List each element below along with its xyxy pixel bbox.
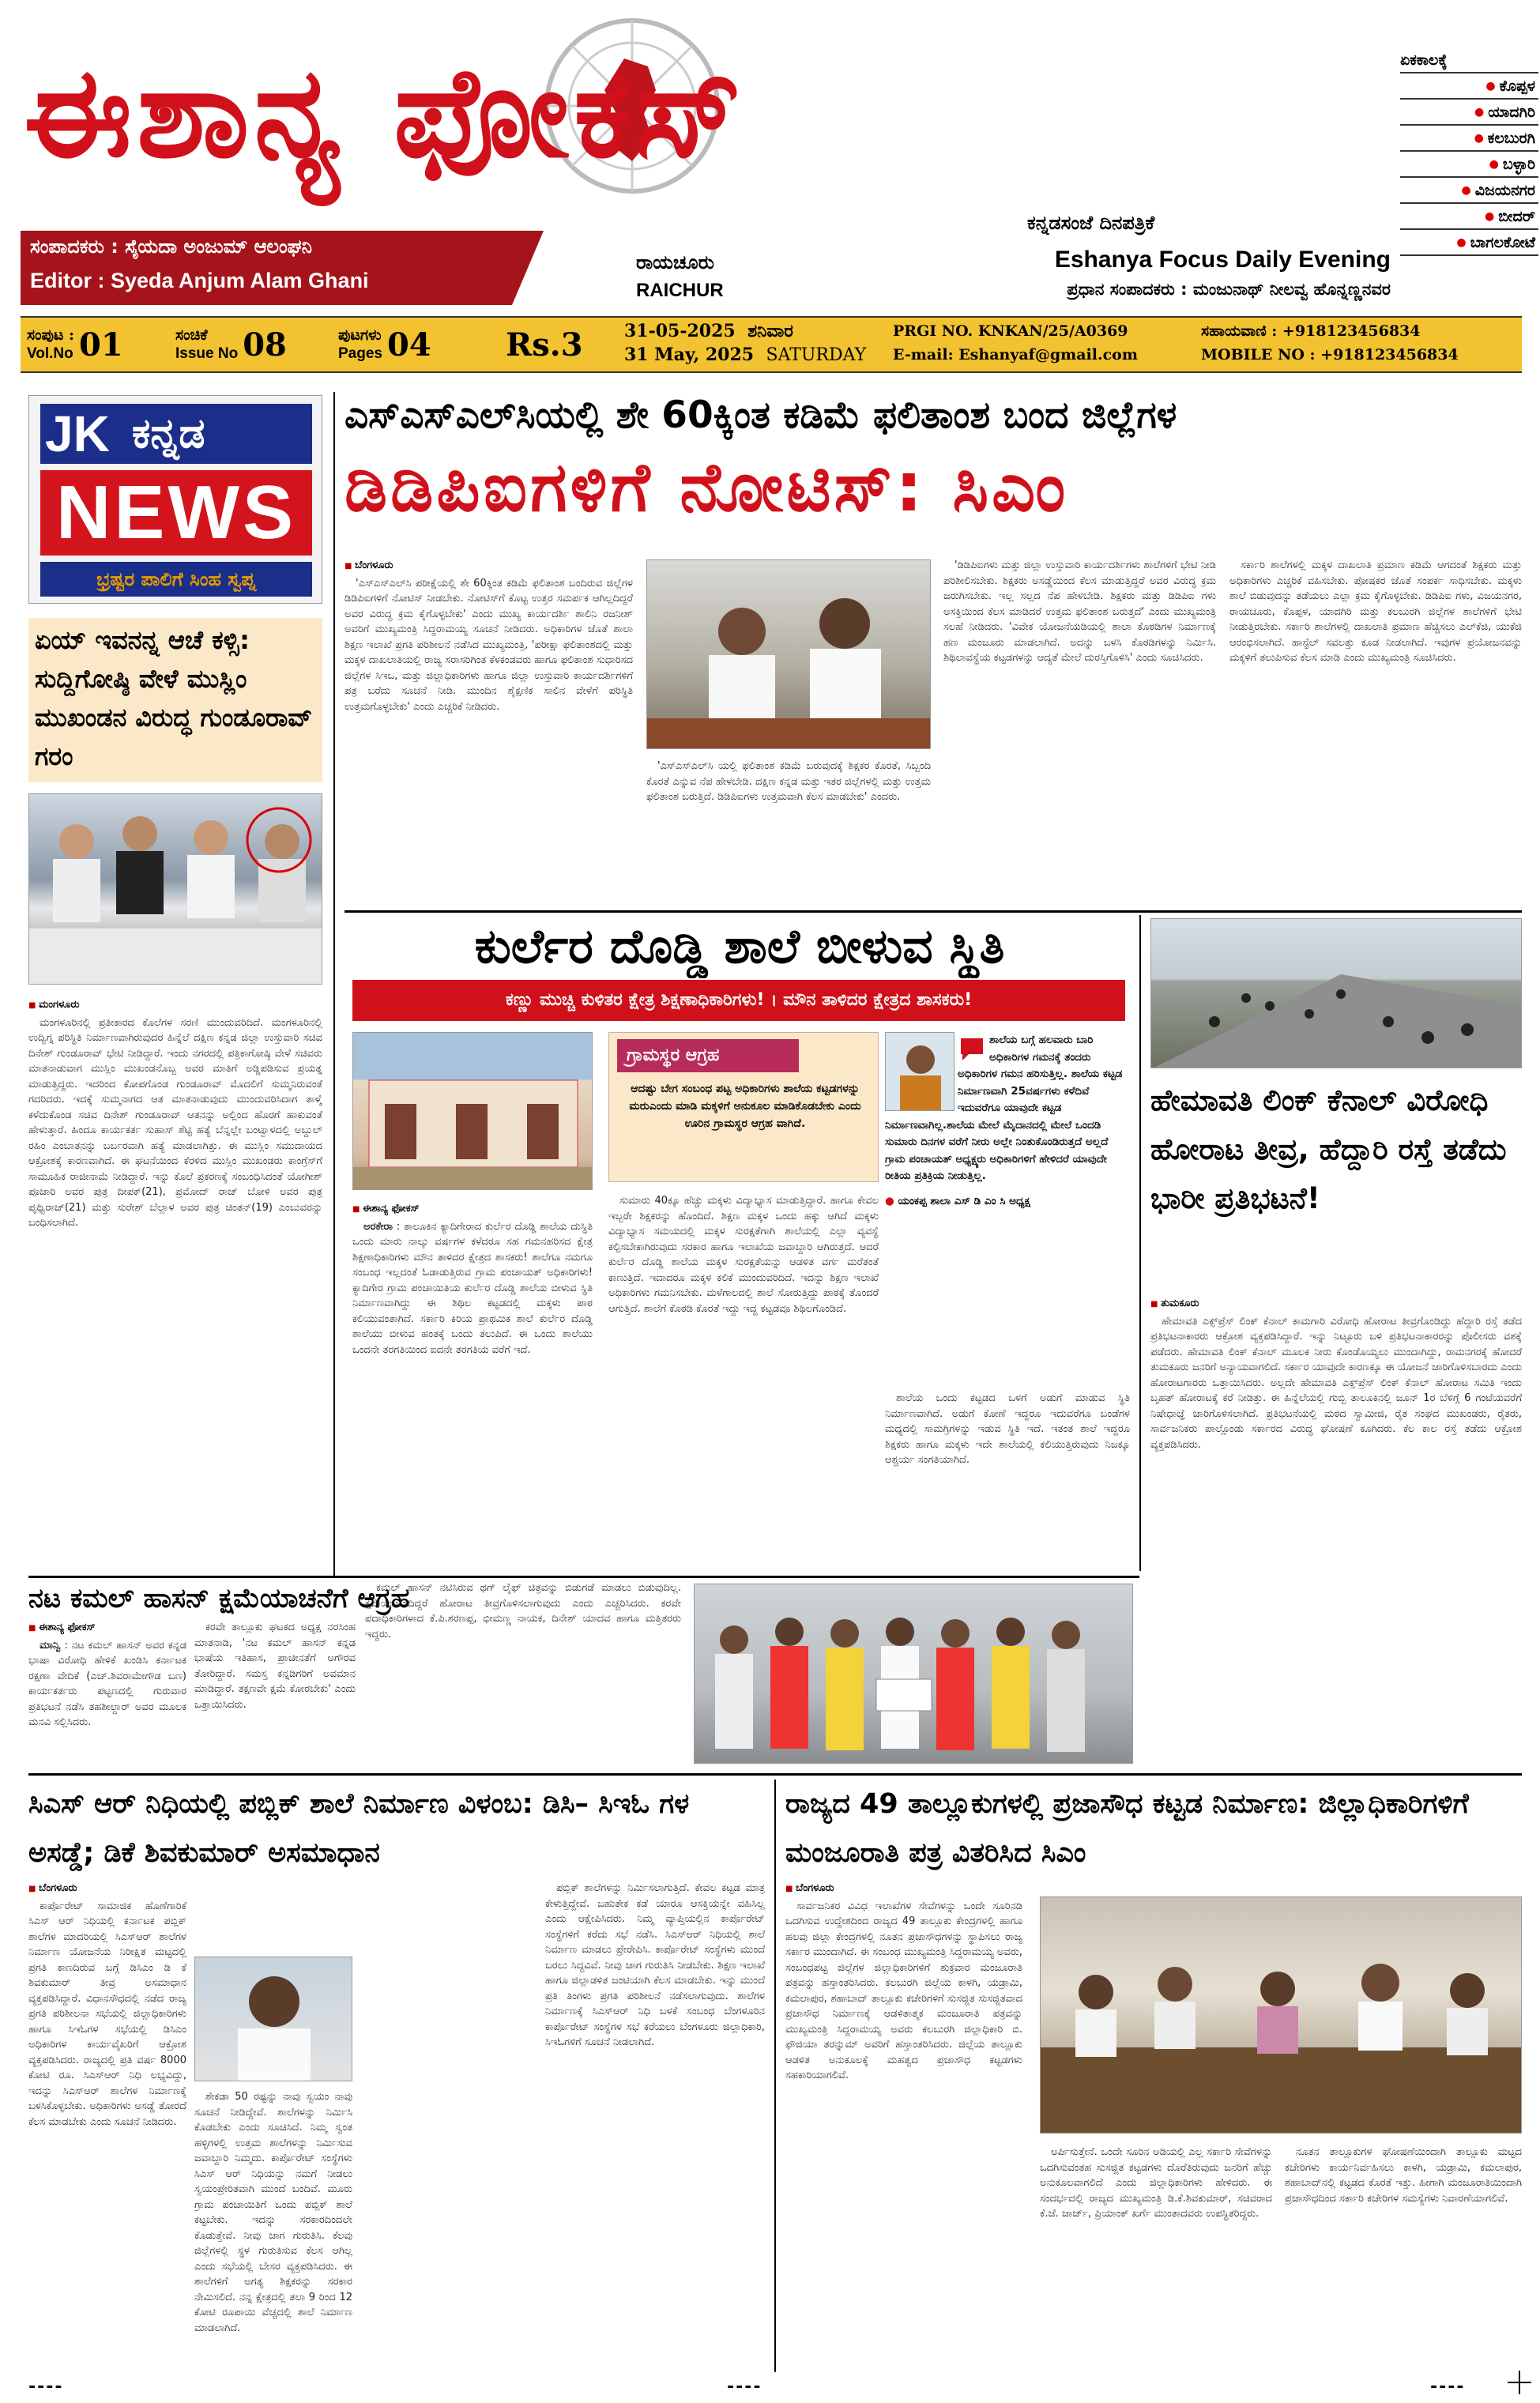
column-divider <box>774 1780 776 2372</box>
praja-photo <box>1040 1896 1522 2134</box>
column-divider <box>333 392 335 1577</box>
lead-headline: ಡಿಡಿಪಿಐಗಳಿಗೆ ನೋಟಿಸ್: ಸಿಎಂ <box>345 448 1069 527</box>
jk-news-ad <box>28 395 322 604</box>
section-divider <box>28 1773 1522 1776</box>
left-story-headline: ಏಯ್ ಇವನನ್ನ ಆಚೆ ಕಳ್ಸಿ: ಸುದ್ದಿಗೋಷ್ಠಿ ವೇಳೆ ಮುಸ್ಲಿಂ ಮುಖಂಡನ ವಿರುದ್ಧ ಗುಂಡೂರಾವ್ ಗರಂ <box>35 625 313 771</box>
dateline: ■ ತುಮಕೂರು <box>1150 1296 1522 1313</box>
praja-col-1: ■ ಬೆಂಗಳೂರು ಸಾರ್ವಜನಿಕರ ವಿವಿಧ ಇಲಾಖೆಗಳ ಸೇವೆಗಳನ್ನು ಒಂದೇ ಸೂರಿನಡಿ ಒದಗಿಸುವ ಉದ್ದೇಶದಿಂದ ರಾಜ್ಯದ 49 ತಾಲ್ಲೂಕು ಕೇಂದ್ರಗಳಲ್ಲಿ ಹಾಗೂ ಹಲವು ಜಿಲ್ಲಾ ಕೇಂದ್ರಗಳಲ್ಲಿ ನೂತನ ಪ್ರಜಾಸೌಧಗಳನ್ನು ಸ್ಥಾಪಿಸಲು ರಾಜ್ಯ ಸರ್ಕಾರ ಮುಂದಾಗಿದೆ. ಈ ಸಂಬಂಧ ಮುಖ್ಯಮಂತ್ರಿ ಸಿದ್ದರಾಮಯ್ಯ ಅವರು, ಸಂಬಂಧಪಟ್ಟ ಜಿಲ್ಲೆಗಳ ಜಿಲ್ಲಾಧಿಕಾರಿಗಳಿಗೆ ಶುಕ್ರವಾರ ಮಂಜೂರಾತಿ ಪತ್ರವನ್ನು ಹಸ್ತಾಂತರಿಸಿದರು. ಕಲಬುರಗಿ ಜಿಲ್ಲೆಯ ಕಾಳಗಿ, ಯಡ್ರಾಮಿ, ಕಮಲಾಪುರ, ಶಹಾಬಾದ್ ತಾಲ್ಲೂಕು ಕಚೇರಿಗಳಿಗೆ ಸುಸಜ್ಜಿತ ಸುಸಜ್ಜಿತವಾದ ಪ್ರಜಾಸೌಧ ನಿರ್ಮಾಣಕ್ಕೆ ಆಡಳಿತಾತ್ಮಕ ಮಂಜೂರಾತಿ ಪತ್ರವನ್ನು ಮುಖ್ಯಮಂತ್ರಿ ಸಿದ್ದರಾಮಯ್ಯ ಅವರು ಕಲಬುರಗಿ ಜಿಲ್ಲಾಧಿಕಾರಿ ಬಿ. ಫೌಜಿಯಾ ತರನ್ನುಮ್ ಅವರಿಗೆ ಹಸ್ತಾಂತರಿಸಿದರು. ಜಿಲ್ಲೆಯ ತಾಲ್ಲೂಕು ಆಡಳಿತ ಅನುಕೂಲಕ್ಕೆ ಮಹತ್ವದ ಪ್ರಜಾಸೌಧ ಕಟ್ಟಡಗಳು ಸಹಕಾರಿಯಾಗಲಿವೆ. <box>785 1881 1022 2371</box>
hemavathi-body: ■ ತುಮಕೂರು ಹೇಮಾವತಿ ಎಕ್ಸ್‌ಪ್ರೆಸ್ ಲಿಂಕ್ ಕೆನಾಲ್ ಕಾಮಗಾರಿ ವಿರೋಧಿ ಹೋರಾಟ ತೀವ್ರಗೊಂಡಿದ್ದು ಹೆದ್ದಾರಿ ರಸ್ತೆ ತಡೆದ ಪ್ರತಿಭಟನಾಕಾರರು ಆಕ್ರೋಶ ವ್ಯಕ್ತಪಡಿಸಿದ್ದಾರೆ. ಇನ್ನು ನಿಟ್ಟೂರು ಬಳಿ ಪ್ರತಿಭಟನಾಕಾರರನ್ನು ಪೊಲೀಸರು ವಶಕ್ಕೆ ಪಡೆದರು. ಹೇಮಾವತಿ ಲಿಂಕ್ ಕೆನಾಲ್ ಮೂಲಕ ನೀರು ಕೊಂಡೊಯ್ಯಲು ಮುಂದಾಗಿದ್ದು, ರಾಮನಗರಕ್ಕೆ ಹೋದರೆ ತುಮಕೂರು ಜನರಿಗೆ ಅನ್ಯಾಯವಾಗಲಿದೆ. ಸರ್ಕಾರ ಯಾವುದೇ ಕಾರಣಕ್ಕೂ ಈ ಯೋಜನೆ ಜಾರಿಗೊಳಿಸಬಾರದು ಎಂದು ಹೋರಾಟಗಾರರು ಒತ್ತಾಯಿಸಿದರು. ಅಲ್ಲದೇ ಹೇಮಾವತಿ ಎಕ್ಸ್‌ಪ್ರೆಸ್ ಲಿಂಕ್ ಕೆನಾಲ್ ಹೋರಾಟ ಸಮಿತಿ ಇಂದು ಬೃಹತ್ ಹೋರಾಟಕ್ಕೆ ಕರೆ ನೀಡಿತ್ತು. ಈ ಹಿನ್ನೆಲೆಯಲ್ಲಿ ಗುಬ್ಬಿ ತಾಲೂಕಿನಲ್ಲಿ ಜೂನ್ 1ರ ಬೆಳಿಗ್ಗೆ 6 ಗಂಟೆಯವರೆಗೆ ನಿಷೇಧಾಜ್ಞೆ ಜಾರಿಗೊಳಿಸಲಾಗಿದೆ. ಪ್ರತಿಭಟನೆಯಲ್ಲಿ ಮಠದ ಸ್ವಾಮೀಜಿ, ರೈತ ಸಂಘದ ಮುಖಂಡರು, ರೈತರು, ಸಾರ್ವಜನಿಕರು ಪಾಲ್ಗೊಂಡು ಸರ್ಕಾರದ ವಿರುದ್ಧ ಘೋಷಣೆ ಕೂಗಿದರು. ಕೆಲ ಕಾಲ ರಸ್ತೆ ತಡೆದು ಆಕ್ರೋಶ ವ್ಯಕ್ತಪಡಿಸಿದರು. <box>1150 1296 1522 1738</box>
kamal-protest-photo <box>694 1584 1133 1764</box>
chief-editor: ಪ್ರಧಾನ ಸಂಪಾದಕರು : ಮಂಜುನಾಥ್ ನೀಲವ್ವ ಹೊನ್ನಣ್ಣನವರ <box>1067 280 1391 299</box>
csr-col-1: ■ ಬೆಂಗಳೂರು ಕಾರ್ಪೊರೇಟ್ ಸಾಮಾಜಿಕ ಹೊಣೆಗಾರಿಕೆ ಸಿಎಸ್ ಆರ್ ನಿಧಿಯಲ್ಲಿ ಕರ್ನಾಟಕ ಪಬ್ಲಿಕ್ ಶಾಲೆಗಳ ಮಾದರಿಯಲ್ಲಿ ಸಿಎಸ್ಆರ್ ಶಾಲೆಗಳ ನಿರ್ಮಾಣ ಯೋಜನೆಯ ನಿರೀಕ್ಷಿತ ಮಟ್ಟದಲ್ಲಿ ಪ್ರಗತಿ ಕಾಣದಿರುವ ಬಗ್ಗೆ ಡಿಸಿಎಂ ಡಿ ಕೆ ಶಿವಕುಮಾರ್ ತೀವ್ರ ಅಸಮಾಧಾನ ವ್ಯಕ್ತಪಡಿಸಿದ್ದಾರೆ. ವಿಧಾನಸೌಧದಲ್ಲಿ ನಡೆದ ರಾಜ್ಯ ಪ್ರಗತಿ ಪರಿಶೀಲನಾ ಸಭೆಯಲ್ಲಿ ಜಿಲ್ಲಾಧಿಕಾರಿಗಳು ಹಾಗೂ ಸಿಇಓಗಳ ಸಭೆಯಲ್ಲಿ ಡಿಸಿಎಂ ಅಧಿಕಾರಿಗಳ ಕಾರ್ಯವೈಖರಿಗೆ ಆಕ್ರೋಶ ವ್ಯಕ್ತಪಡಿಸಿದರು. ರಾಜ್ಯದಲ್ಲಿ ಪ್ರತಿ ವರ್ಷ 8000 ಕೋಟಿ ರೂ. ಸಿಎಸ್ಆರ್ ನಿಧಿ ಲಭ್ಯವಿದ್ದು, ಇದನ್ನು ಸಿಎಸ್ಆರ್ ಶಾಲೆಗಳ ನಿರ್ಮಾಣಕ್ಕೆ ಬಳಸಿಕೊಳ್ಳಬೇಕು. ಅಧಿಕಾರಿಗಳು ಅಸಡ್ಡೆ ತೋರದೆ ಕೆಲಸ ಮಾಡಬೇಕು ಎಂದು ಸೂಚನೆ ನೀಡಿದರು. <box>28 1881 186 2371</box>
footer-mark: ---- <box>28 2377 64 2397</box>
issue-cell: ಸಂಚಿಕೆ Issue No 08 <box>175 326 287 363</box>
kamal-headline: ನಟ ಕಮಲ್ ಹಾಸನ್ ಕ್ಷಮೆಯಾಚನೆಗೆ ಆಗ್ರಹ <box>28 1583 410 1614</box>
villagers-box <box>608 1032 879 1182</box>
lead-kicker: ಎಸ್‌ಎಸ್‌ಎಲ್‌ಸಿಯಲ್ಲಿ ಶೇ 60ಕ್ಕಿಂತ ಕಡಿಮೆ ಫಲಿತಾಂಶ ಬಂದ ಜಿಲ್ಲೆಗಳ <box>345 394 1177 437</box>
dateline: ■ ಬೆಂಗಳೂರು <box>28 1881 186 1897</box>
praja-col-2: ಅರ್ಪಿಸುತ್ತೇನೆ. ಒಂದೇ ಸೂರಿನ ಅಡಿಯಲ್ಲಿ ಎಲ್ಲ ಸರ್ಕಾರಿ ಸೇವೆಗಳನ್ನು ಒದಗಿಸುವಂತಹ ಸುಸಜ್ಜಿತ ಕಟ್ಟಡಗಳು ದೊರೆತಿರುವುದು ಜನರಿಗೆ ಹೆಚ್ಚು ಅನುಕೂಲವಾಗಲಿದೆ ಎಂದು ಜಿಲ್ಲಾಧಿಕಾರಿಗಳು ಹೇಳಿದರು. ಈ ಸಂದರ್ಭದಲ್ಲಿ ರಾಜ್ಯದ ಮುಖ್ಯಮಂತ್ರಿ ಡಿ.ಕೆ.ಶಿವಕುಮಾರ್, ಸಚಿವರಾದ ಕೆ.ಜೆ. ಜಾರ್ಜ್, ಪ್ರಿಯಾಂಕ್ ಖರ್ಗೆ ಮುಂತಾದವರು ಉಪಸ್ಥಿತರಿದ್ದರು. <box>1040 2146 1272 2220</box>
lead-col-2: 'ಎಸ್‌ಎಸ್‌ಎಲ್‌ಸಿ ಯಲ್ಲಿ ಫಲಿತಾಂಶ ಕಡಿಮೆ ಬರುವುದಕ್ಕೆ ಶಿಕ್ಷಕರ ಕೊರತೆ, ಸಿಬ್ಬಂದಿ ಕೊರತೆ ಎನ್ನುವ ನೆಪ ಹೇಳಬೇಡಿ. ದಕ್ಷಿಣ ಕನ್ನಡ ಮತ್ತು ಇತರ ಜಿಲ್ಲೆಗಳಲ್ಲಿ ಮತ್ತು ಉತ್ತಮ ಫಲಿತಾಂಶ ಬರುತ್ತಿದೆ. ಡಿಡಿಪಿಐಗಳು ಉತ್ತಮವಾಗಿ ಕೆಲಸ ಮಾಡಬೇಕು' ಎಂದರು. <box>646 760 931 803</box>
prgi-cell: PRGI NO. KNKAN/25/A0369 E-mail: Eshanyaf@gmail.com <box>893 322 1138 363</box>
quote-text-flow <box>885 1032 1130 1377</box>
volume-cell: ಸಂಪುಟ : Vol.No 01 <box>27 326 123 363</box>
dateline: ■ ಈಶಾನ್ಯ ಫೋಕಸ್ <box>352 1201 593 1218</box>
lead-col-1: ■ ಬೆಂಗಳೂರು 'ಎಸ್‌ಎಸ್‌ಎಲ್‌ಸಿ ಪರೀಕ್ಷೆಯಲ್ಲಿ ಶೇ 60ಕ್ಕಿಂತ ಕಡಿಮೆ ಫಲಿತಾಂಶ ಬಂದಿರುವ ಜಿಲ್ಲೆಗಳ ಡಿಡಿಪಿಐಗಳಿಗೆ ನೋಟಿಸ್ ನೀಡಬೇಕು. ನೋಟಿಸ್‌ಗೆ ಕೊಟ್ಟ ಉತ್ತರ ಸಮರ್ಪಕ ಆಗಿಲ್ಲದಿದ್ದರೆ ಅವರ ವಿರುದ್ಧ ಕ್ರಮ ಕೈಗೊಳ್ಳಬೇಕು' ಎಂದು ಮುಖ್ಯ ಕಾರ್ಯದರ್ಶಿ ಶಾಲಿನಿ ರಜನೀಶ್ ಅವರಿಗೆ ಮುಖ್ಯಮಂತ್ರಿ ಸಿದ್ದರಾಮಯ್ಯ ಸೂಚನೆ ನೀಡಿದರು. ಅಧಿಕಾರಿಗಳ ಜೊತೆ ಶಾಲಾ ಶಿಕ್ಷಣ ಇಲಾಖೆ ಪ್ರಗತಿ ಪರಿಶೀಲನೆ ನಡೆಸಿದ ಮುಖ್ಯಮಂತ್ರಿ, 'ಪರೀಕ್ಷಾ ಫಲಿತಾಂಶದಲ್ಲಿ ಮತ್ತು ಮಕ್ಕಳ ದಾಖಲಾತಿಯಲ್ಲಿ ರಾಜ್ಯ ಸರಾಸರಿಗಿಂತ ಕೆಳಕಂಡವರು ಹಾಗೂ ಫಲಿತಾಂಶ ಸುಧಾರಿಸದ ಜಿಲ್ಲೆಗಳ ಸಿಇಒ, ಮತ್ತು ಜಿಲ್ಲಾಧಿಕಾರಿಗಳು ಹಾಗೂ ಜಿಲ್ಲಾ ಉಸ್ತುವಾರಿ ಕಾರ್ಯದರ್ಶಿಗಳಿಗೆ ಪತ್ರ ಬರೆದು ಸೂಚನೆ ನೀಡಿ. ಮುಂದಿನ ಶೈಕ್ಷಣಿಕ ಸಾಲಿನ ವೇಳೆಗೆ ಪರಿಸ್ಥಿತಿ ಉತ್ತಮಗೊಳ್ಳಬೇಕು' ಎಂದು ಎಚ್ಚರಿಕೆ ನೀಡಿದರು. <box>345 558 633 906</box>
dateline: ■ ಬೆಂಗಳೂರು <box>785 1881 1022 1897</box>
ad-news: NEWS <box>56 470 296 555</box>
dateline: ■ ಮಂಗಳೂರು <box>28 997 322 1014</box>
school-col-1: ■ ಈಶಾನ್ಯ ಫೋಕಸ್ ಅರಕೇರಾ : ತಾಲೂಕಿನ ಕ್ಯಾದಿಗೇರಾದ ಕುರ್ಲೆರ ದೊಡ್ಡಿ ಶಾಲೆಯ ದುಸ್ಥಿತಿ ಒಂದು ಮಾರು ನಾಲ್ಕು ವರ್ಷಗಳ ಕಳೆದರೂ ಸಹ ಗಮನಹರಿಸದ ಕ್ಷೇತ್ರ ಶಿಕ್ಷಣಾಧಿಕಾರಿಗಳು ಮೌನ ತಾಳಿದರ ಕ್ಷೇತ್ರದ ಶಾಸಕರು! ಶಾಲೆಗೂ ನಮಗೂ ಸಂಬಂಧ ಇಲ್ಲದಂತೆ ಓಡಾಡುತ್ತಿರುವ ಗ್ರಾಮ ಪಂಚಾಯತ್ ಅಧಿಕಾರಿಗಳು! ಕ್ಯಾದಿಗೇರ ಗ್ರಾಮ ಪಂಚಾಯಿತಿಯ ಕುರ್ಲೆರ ದೊಡ್ಡಿ ಶಾಲೆಯ ಬೀಳುವ ಸ್ಥಿತಿ ನಿರ್ಮಾಣವಾಗಿದ್ದು ಈ ಶಿಥಿಲ ಕಟ್ಟಡದಲ್ಲಿ ಮಕ್ಕಳು ಪಾಠ ಕಲಿಯುವಂತಾಗಿದೆ. ಸರ್ಕಾರಿ ಕಿರಿಯ ಪ್ರಾಥಮಿಕ ಶಾಲೆ ಕುರ್ಲೆರ ದೊಡ್ಡಿ ಶಾಲೆಯು ಬೀಳುವ ಹಂತಕ್ಕೆ ಬಂದು ತಲುಪಿದೆ. ಈ ಒಂದು ಶಾಲೆಯು ಒಂದನೇ ತರಗತಿಯಿಂದ ಐದನೇ ತರಗತಿಯ ವರೆಗೆ ಇದೆ. <box>352 1201 593 1571</box>
edition-item: ● ಬೀದರ್ <box>1400 204 1538 230</box>
footer-mark: ---- <box>1430 2377 1466 2397</box>
section-divider <box>28 1576 1139 1578</box>
tagline-en: Eshanya Focus Daily Evening <box>1054 247 1391 273</box>
lead-col-3: 'ಡಿಡಿಪಿಐಗಳು ಮತ್ತು ಜಿಲ್ಲಾ ಉಸ್ತುವಾರಿ ಕಾರ್ಯದರ್ಶಿಗಳು ಶಾಲೆಗಳಿಗೆ ಭೇಟಿ ನೀಡಿ ಪರಿಶೀಲಿಸಬೇಕು. ಶಿಕ್ಷಕರು ಅಸಡ್ಡೆಯಿಂದ ಕೆಲಸ ಮಾಡುತ್ತಿದ್ದರೆ ಅವರ ವಿರುದ್ಧ ಕ್ರಮ ಜರುಗಿಸಬೇಕು. ಇಲ್ಲ ಸಲ್ಲದ ನೆಪ ಹೇಳಬೇಡಿ. ಶಿಕ್ಷಕರು ಮತ್ತು ಡಿಡಿಪಿಐ ಗಳು ಅಸಕ್ತಿಯಿಂದ ಕೆಲಸ ಮಾಡಿದರೆ ಉತ್ತಮ ಫಲಿತಾಂಶ ಬರುತ್ತದೆ' ಎಂದು ಮುಖ್ಯಮಂತ್ರಿ ಸಲಹೆ ನೀಡಿದರು. 'ವಿವೇಕ ಯೋಜನೆಯಡಿಯಲ್ಲಿ ಶಾಲಾ ಕೊಠಡಿಗಳ ನಿರ್ಮಾಣಕ್ಕೆ ಹಣ ಮಂಜೂರು ಮಾಡಲಾಗಿದೆ. ಅದನ್ನು ಬಳಸಿ ಕೊಠಡಿಗಳನ್ನು ನಿರ್ಮಿಸಿ. ಶಿಥಿಲಾವಸ್ಥೆಯ ಕಟ್ಟಡಗಳನ್ನು ಆದ್ಯತೆ ಮೇಲೆ ದುರಸ್ತಿಗೊಳಿಸಿ' ಎಂದು ಸೂಚಿಸಿದರು. <box>943 559 1216 664</box>
dateline: ■ ಈಶಾನ್ಯ ಫೋಕಸ್ <box>28 1620 186 1637</box>
issue-number: 08 <box>243 326 287 363</box>
school-subhead: ಕಣ್ಣು ಮುಚ್ಚಿ ಕುಳಿತರ ಕ್ಷೇತ್ರ ಶಿಕ್ಷಣಾಧಿಕಾರಿಗಳು! । ಮೌನ ತಾಳಿದರ ಕ್ಷೇತ್ರದ ಶಾಸಕರು! <box>352 980 1125 1021</box>
edition-item: ● ವಿಜಯನಗರ <box>1400 178 1538 204</box>
quote-body: ಶಾಲೆಯ ಬಗ್ಗೆ ಹಲವಾರು ಬಾರಿ ಅಧಿಕಾರಿಗಳ ಗಮನಕ್ಕೆ ತಂದರು ಅಧಿಕಾರಿಗಳ ಗಮನ ಹರಿಸುತ್ತಿಲ್ಲ. ಶಾಲೆಯ ಕಟ್ಟಡ ನಿರ್ಮಾಣವಾಗಿ 25ವರ್ಷಗಳು ಕಳೆದಿವೆ ಇದುವರೆಗೂ ಯಾವುದೇ ಕಟ್ಟಡ ನಿರ್ಮಾಣವಾಗಿಲ್ಲ.ಶಾಲೆಯ ಮೇಲೆ ಮೈದಾನದಲ್ಲಿ ಮೇಲೆ ಒಂದಡಿ ಸುಮಾರು ದಿನಗಳ ವರೆಗೆ ನೀರು ಅಲ್ಲೇ ನಿಂತುಕೊಂಡಿರುತ್ತದೆ ಅಲ್ಲದೆ ಗ್ರಾಮ ಪಂಚಾಯತ್ ಅಧ್ಯಕ್ಷ್ಯರು ಅಧಿಕಾರಿಗಳಿಗೆ ಹೇಳಿದರೆ ಯಾವುದೇ ರೀತಿಯ ಪ್ರತಿಕ್ರಿಯ ನೀಡುತ್ತಿಲ್ಲ. <box>885 1034 1123 1182</box>
csr-col-2-top <box>365 1881 531 2371</box>
villagers-box-text: ಆದಷ್ಟು ಬೇಗ ಸಂಬಂಧ ಪಟ್ಟ ಅಧಿಕಾರಿಗಳು ಶಾಲೆಯ ಕಟ್ಟಡಗಳನ್ನು ಮರುಎಂದು ಮಾಡಿ ಮಕ್ಕಳಿಗೆ ಅನುಕೂಲ ಮಾಡಿಕೊಡಬೇಕು ಎಂದು ಊರಿನ ಗ್ರಾಮಸ್ಥರ ಆಗ್ರಹ ವಾಗಿದೆ. <box>629 1083 861 1130</box>
volume-number: 01 <box>79 326 123 363</box>
lead-col-4: ಸರ್ಕಾರಿ ಶಾಲೆಗಳಲ್ಲಿ ಮಕ್ಕಳ ದಾಖಲಾತಿ ಪ್ರಮಾಣ ಕಡಿಮೆ ಆಗದಂತೆ ಶಿಕ್ಷಕರು ಮತ್ತು ಅಧಿಕಾರಿಗಳು ಎಚ್ಚರಿಕೆ ವಹಿಸಬೇಕು. ಪೋಷಕರ ಜೊತೆ ಸಂಪರ್ಕ ಸಾಧಿಸಬೇಕು. ಮಕ್ಕಳು ಶಾಲೆ ಬಿಡುವುದನ್ನು ತಡೆಯಲು ಎಲ್ಲಾ ಕ್ರಮ ಕೈಗೊಳ್ಳಬೇಕು. ಡಿಡಿಪಿಐ ಗಳು, ವಿಜಯನಗರ, ರಾಯಚೂರು, ಕೊಪ್ಪಳ, ಯಾದಗಿರಿ ಮತ್ತು ಕಲಬುರಗಿ ಜಿಲ್ಲೆಗಳ ಶಾಲೆಗಳಿಗೆ ಭೇಟಿ ನೀಡುತ್ತಿರಬೇಕು. ಸರ್ಕಾರಿ ಶಾಲೆಗಳಲ್ಲಿ ದಾಖಲಾತಿ ಪ್ರಮಾಣ ಹೆಚ್ಚಿಸಲು ಎಲ್‌ಕೆಜಿ, ಯುಕೆಜಿ ಆರಂಭಿಸಲಾಗಿದೆ. ಹಾಸ್ಟೆಲ್ ಸವಲತ್ತು ಕೂಡ ನೀಡಲಾಗಿದೆ. ಇವುಗಳ ಪ್ರಯೋಜನವನ್ನು ಮಕ್ಕಳಿಗೆ ತಲುಪಿಸುವ ಕೆಲಸ ಮಾಡಿ ಎಂದು ಮುಖ್ಯಮಂತ್ರಿ ಸೂಚಿಸಿದರು. <box>1229 559 1522 664</box>
tagline-kn: ಕನ್ನಡಸಂಜೆ ದಿನಪತ್ರಿಕೆ <box>1027 212 1155 234</box>
memorandum-photo <box>695 1584 1133 1764</box>
editions-list <box>1400 47 1538 256</box>
cm-meeting-photo <box>647 560 931 749</box>
dks-photo <box>194 1957 352 2081</box>
city-kn: ರಾಯಚೂರು <box>636 251 714 273</box>
price: Rs.3 <box>506 326 583 363</box>
school-headline: ಕುರ್ಲೆರ ದೊಡ್ಡಿ ಶಾಲೆ ಬೀಳುವ ಸ್ಥಿತಿ <box>474 919 1005 974</box>
praja-col-3: ನೂತನ ತಾಲ್ಲೂಕುಗಳ ಘೋಷಣೆಯಿಂದಾಗಿ ತಾಲ್ಲೂಕು ಮಟ್ಟದ ಕಚೇರಿಗಳು ಕಾರ್ಯನಿರ್ವಹಿಸಲು ಕಾಳಗಿ, ಯಡ್ರಾಮಿ, ಕಮಲಾಪುರ, ಶಹಾಬಾದ್‌ನಲ್ಲಿ ಕಟ್ಟಡದ ಕೊರತೆ ಇತ್ತು. ಹೀಗಾಗಿ ಮಂಜೂರಾತಿಯಿಂದಾಗಿ ಪ್ರಜಾಸೌಧದಿಂದ ಸರ್ಕಾರಿ ಕಚೇರಿಗಳ ಸಮಸ್ಯೆಗಳು ನಿವಾರಣೆಯಾಗಲಿವೆ. <box>1285 2146 1522 2205</box>
left-story-photo <box>28 793 322 985</box>
school-photo <box>352 1032 593 1190</box>
villagers-box-title: ಗ್ರಾಮಸ್ಥರ ಆಗ್ರಹ <box>617 1039 799 1072</box>
crop-mark-icon <box>1508 2371 1531 2394</box>
edition-item: ● ಬಳ್ಳಾರಿ <box>1400 152 1538 178</box>
section-divider <box>345 910 1522 913</box>
hemavathi-headline: ಹೇಮಾವತಿ ಲಿಂಕ್ ಕೆನಾಲ್ ವಿರೋಧಿ ಹೋರಾಟ ತೀವ್ರ, ಹೆದ್ದಾರಿ ರಸ್ತೆ ತಡೆದು ಭಾರೀ ಪ್ರತಿಭಟನೆ! <box>1150 1083 1507 1215</box>
praja-headline: ರಾಜ್ಯದ 49 ತಾಲ್ಲೂಕುಗಳಲ್ಲಿ ಪ್ರಜಾಸೌಧ ಕಟ್ಟಡ ನಿರ್ಮಾಣ: ಜಿಲ್ಲಾಧಿಕಾರಿಗಳಿಗೆ ಮಂಜೂರಾತಿ ಪತ್ರ ವಿತರಿಸಿದ ಸಿಎಂ <box>785 1788 1469 1869</box>
pages-number: 04 <box>386 326 431 363</box>
edition-item: ● ಬಾಗಲಕೋಟೆ <box>1400 230 1538 256</box>
footer-mark: ---- <box>727 2377 762 2397</box>
kamal-col-3: ಕಮಲ್ ಹಾಸನ್ ನಟಿಸಿರುವ ಥಗ್ ಲೈಫ್ ಚಿತ್ರವನ್ನು ಬಿಡುಗಡೆ ಮಾಡಲು ಬಿಡುವುದಿಲ್ಲ. ಕ್ಷಮೆಯಾಚಿಸದಿದ್ದರೆ ಹೋರಾಟ ತೀವ್ರಗೊಳಿಸಲಾಗುವುದು ಎಂದು ಎಚ್ಚರಿಸಿದರು. ಕರವೇ ಪದಾಧಿಕಾರಿಗಳಾದ ಕೆ.ಪಿ.ಶರಣಪ್ಪ, ಭೀಮಣ್ಣ ನಾಯಕ, ದಿನೇಶ್ ಯಾದವ ಹಾಗೂ ಮತ್ತಿತರರು ಇದ್ದರು. <box>365 1582 681 1640</box>
protest-photo <box>1150 918 1522 1068</box>
quote-author: ● ಯಂಕಪ್ಪ ಶಾಲಾ ಎಸ್ ಡಿ ಎಂ ಸಿ ಅಧ್ಯಕ್ಷ <box>885 1194 1030 1207</box>
left-story-body: ■ ಮಂಗಳೂರು ಮಂಗಳೂರಿನಲ್ಲಿ ಪ್ರತೀಕಾರದ ಕೊಲೆಗಳ ಸರಣಿ ಮುಂದುವರಿದಿದೆ. ಮಂಗಳೂರಿನಲ್ಲಿ ಉದ್ವಿಗ್ನ ಪರಿಸ್ಥಿತಿ ನಿರ್ಮಾಣವಾಗಿರುವುದರ ಹಿನ್ನೆಲೆ ದಕ್ಷಿಣ ಕನ್ನಡ ಜಿಲ್ಲಾ ಉಸ್ತುವಾರಿ ಸಚಿವ ದಿನೇಶ್ ಗುಂಡೂರಾವ್ ಭೇಟಿ ನೀಡಿದ್ದಾರೆ. ಇಂದು ನಗರದಲ್ಲಿ ಪತ್ರಿಕಾಗೋಷ್ಠಿ ವೇಳೆ ಸಚಿವರು ಮಾತನಾಡುವಾಗ ಮುಸ್ಲಿಂ ಮುಖಂಡನೊಬ್ಬ ಅವರ ಮಾತಿಗೆ ಅಡ್ಡಿಪಡಿಸುವ ಪ್ರಯತ್ನ ಮಾಡುತ್ತಿದ್ದರು. ಇದರಿಂದ ಕೋಪಗೊಂಡ ಗುಂಡೂರಾವ್ ಮೊದಲಿಗೆ ಸುಮ್ಮನಿರುವಂತೆ ಗದರಿದರು. ಇದಕ್ಕೆ ಸುಮ್ಮನಾಗದ ಆತ ಮಾತನಾಡುವುದು ಮುಂದುವರಿಸಿದಾಗ ತಾಳ್ಮೆ ಕಳೆದುಕೊಂಡ ಸಚಿವ ದಿನೇಶ್ ಗುಂಡೂರಾವ್ ಆತನನ್ನು ಅಲ್ಲಿಂದ ಹೊರಗೆ ಹಾಕುವಂತೆ ಹೇಳುತ್ತಾರೆ. ಹಿಂದೂ ಕಾರ್ಯಕರ್ತ ಸುಹಾಸ್ ಶೆಟ್ಟಿ ಹತ್ಯೆ ಬೆನ್ನಲ್ಲೇ ಬಂಟ್ವಾಳದಲ್ಲಿ ಅಬ್ದುಲ್ ರಹಿಂ ಎಂಬಾತನನ್ನು ಬರ್ಬರವಾಗಿ ಹತ್ಯೆ ಮಾಡಲಾಗಿತ್ತು. ಈ ಮುಸ್ಲಿಂ ಸಮುದಾಯದ ಆಕ್ರೋಶಕ್ಕೆ ಕಾರಣವಾಗಿದೆ. ಈ ಘಟನೆಯಿಂದ ಕೆರಳಿದ ಮುಸ್ಲಿಂ ಮುಖಂಡರು ಕಾಂಗ್ರೆಸ್‌ಗೆ ಸಾಮೂಹಿಕ ರಾಜೀನಾಮೆ ನೀಡಿದ್ದಾರೆ. ಇನ್ನು ಕೊಲೆ ಪ್ರಕರಣಕ್ಕೆ ಸಂಬಂಧಿಸಿದಂತೆ ಯೋಗೀಶ್ ಪೂಜಾರಿ ಅವರ ಪುತ್ರ ದೀಪಕ್(21), ಪ್ರಮೋದ್ ರಾಜ್ ಬೋಳಿ ಅವರ ಪುತ್ರ ಪೃಥ್ವಿರಾಜ್(21) ಮತ್ತು ಸುರೇಶ್ ಬೆಲ್ಲಾಳ ಅವರ ಪುತ್ರ ಚಿಂತನ್(19) ಎಂಬುವರನ್ನು ಬಂಧಿಸಲಾಗಿದೆ. <box>28 997 322 1571</box>
editor-en: Editor : Syeda Anjum Alam Ghani <box>30 269 369 292</box>
school-col-2: ಸುಮಾರು 40ಕ್ಕೂ ಹೆಚ್ಚು ಮಕ್ಕಳು ವಿದ್ಯಾಭ್ಯಾಸ ಮಾಡುತ್ತಿದ್ದಾರೆ. ಹಾಗೂ ಕೇವಲ ಇಬ್ಬರೇ ಶಿಕ್ಷಕರನ್ನು ಹೊಂದಿದೆ. ಶಿಕ್ಷಣ ಮಕ್ಕಳ ಒಂದು ಹಕ್ಕು ಆಗಿದೆ ಮಕ್ಕಳು ವಿದ್ಯಾಭ್ಯಾಸ ಸಮಯದಲ್ಲಿ ಮಕ್ಕಳ ಸುರಕ್ಷತೆಗಾಗಿ ಶಾಲೆಯಲ್ಲಿ ಎಲ್ಲಾ ವ್ಯವಸ್ಥೆ ಕಲ್ಪಿಸಬೇಕಾಗಿರುವುದು ಸರಕಾರ ಹಾಗೂ ಇಲಾಖೆಯ ಜವಾಬ್ದಾರಿ ಆಗಿರುತ್ತದೆ. ಆದರೆ ಕುರ್ಲೆರ ದೊಡ್ಡಿ ಶಾಲೆಯ ಮಕ್ಕಳ ಸುರಕ್ಷತೆಯನ್ನು ಆಡಳಿತ ವರ್ಗ ಮರೆತಂತೆ ಕಾಣುತ್ತಿದೆ. ಇದಾದರೂ ಮಕ್ಕಳ ಕಲಿಕೆ ಮುಂದುವರಿದಿದೆ. ಇದನ್ನು ಶಿಕ್ಷಣ ಇಲಾಖೆ ಅಧಿಕಾರಿಗಳು ಗಮನಿಸಬೇಕು. ಮಳೆಗಾಲದಲ್ಲಿ ಶಾಲೆ ಸೋರುತ್ತಿದ್ದು ಪಾಠಕ್ಕೆ ತೊಂದರೆ ಆಗುತ್ತಿದೆ. ಶಾಲೆಗೆ ಕೊಠಡಿ ಕೊರತೆ ಇದ್ದು ಇದ್ದ ಕಟ್ಟಡವೂ ಶಿಥಿಲಗೊಂಡಿದೆ. <box>608 1195 879 1315</box>
contact-cell: ಸಹಾಯವಾಣಿ : +918123456834 MOBILE NO : +918123456834 <box>1201 322 1459 363</box>
masthead-title: ಈಶಾನ್ಯ ಫೋಕಸ್ <box>24 40 747 186</box>
editor-band-tip <box>512 231 544 305</box>
kamal-col-2: ಕರವೇ ತಾಲ್ಲೂಕು ಘಟಕದ ಅಧ್ಯಕ್ಷ ನರಸಿಂಹ ಮಾತನಾಡಿ, 'ನಟ ಕಮಲ್ ಹಾಸನ್ ಕನ್ನಡ ಭಾಷೆಯ ಇತಿಹಾಸ, ಪ್ರಾಚೀನತೆಗೆ ಅಗೌರವ ತೋರಿದ್ದಾರೆ. ಸಮಸ್ತ ಕನ್ನಡಿಗರಿಗೆ ಅವಮಾನ ಮಾಡಿದ್ದಾರೆ. ತಕ್ಷಣವೇ ಕ್ಷಮೆ ಕೋರಬೇಕು' ಎಂದು ಒತ್ತಾಯಿಸಿದರು. <box>194 1621 356 1711</box>
edition-item: ● ಕಲಬುರಗಿ <box>1400 126 1538 152</box>
csr-col-2: ಶೇಕಡಾ 50 ರಷ್ಟನ್ನು ನಾವು ಸ್ವಯಂ ನಾವು ಸೂಚನೆ ನೀಡಿದ್ದೇವೆ. ಶಾಲೆಗಳನ್ನು ನಿರ್ಮಿಸಿ ಕೊಡಬೇಕು ಎಂದು ಸೂಚಿಸಿದೆ. ನಿಮ್ಮ ಸ್ವಂತ ಹಳ್ಳಿಗಳಲ್ಲಿ ಉತ್ತಮ ಶಾಲೆಗಳನ್ನು ನಿರ್ಮಿಸುವ ಜವಾಬ್ದಾರಿ ನಿಮ್ಮದು. ಕಾರ್ಪೊರೇಟ್ ಸಂಸ್ಥೆಗಳು ಸಿಎಸ್ ಆರ್ ನಿಧಿಯನ್ನು ನಮಗೆ ನೀಡಲು ಸ್ವಯಂಪ್ರೇರಿತವಾಗಿ ಮುಂದೆ ಬಂದಿವೆ. ಮೂರು ಗ್ರಾಮ ಪಂಚಾಯಿತಿಗೆ ಒಂದು ಪಬ್ಲಿಕ್ ಶಾಲೆ ಕಟ್ಟಬೇಕು. ಇದನ್ನು ಸರಕಾರದಿಂದಲೇ ಕೊಡುತ್ತೇವೆ. ನೀವು ಜಾಗ ಗುರುತಿಸಿ. ಕೆಲವು ಜಿಲ್ಲೆಗಳಲ್ಲಿ ಸ್ಥಳ ಗುರುತಿಸುವ ಕೆಲಸ ಆಗಿಲ್ಲ ಎಂದು ಸಭೆಯಲ್ಲಿ ಬೇಸರ ವ್ಯಕ್ತಪಡಿಸಿದರು. ಈ ಶಾಲೆಗಳಿಗೆ ಅಗತ್ಯ ಶಿಕ್ಷಕರನ್ನು ಸರಕಾರ ನೇಮಿಸಲಿದೆ. ನನ್ನ ಕ್ಷೇತ್ರದಲ್ಲಿ ತಲಾ 9 ರಿಂದ 12 ಕೋಟಿ ರೂಪಾಯಿ ವೆಚ್ಚದಲ್ಲಿ ಶಾಲೆ ನಿರ್ಮಾಣ ಮಾಡಲಾಗಿದೆ. <box>194 2091 352 2334</box>
pages-cell: ಪುಟಗಳು Pages 04 <box>338 326 431 363</box>
school-col-3: ಶಾಲೆಯ ಒಂದು ಕಟ್ಟಡದ ಒಳಗೆ ಅಡುಗೆ ಮಾಡುವ ಸ್ಥಿತಿ ನಿರ್ಮಾಣವಾಗಿದೆ. ಅಡುಗೆ ಕೋಣೆ ಇದ್ದರೂ ಇದುವರೆಗೂ ಬಂಡೆಗಳ ಮಧ್ಯದಲ್ಲಿ ಸಾಮಗ್ರಿಗಳನ್ನು ಇಡುವ ಸ್ಥಿತಿ ಇದೆ. ಇತಂತ ಶಾಲೆ ಇದ್ದರೂ ಶಿಕ್ಷಕರು ಹಾಗೂ ಮಕ್ಕಳು ಇದೇ ಶಾಲೆಯಲ್ಲಿ ಕಲಿಯುತ್ತಿರುವುದು ನಿಜಕ್ಕೂ ಆಶ್ಚರ್ಯ ಸಂಗತಿಯಾಗಿದೆ. <box>885 1392 1130 1466</box>
school-building-photo <box>353 1033 593 1190</box>
edition-item: ● ಯಾದಗಿರಿ <box>1400 100 1538 126</box>
csr-headline: ಸಿಎಸ್ ಆರ್ ನಿಧಿಯಲ್ಲಿ ಪಬ್ಲಿಕ್ ಶಾಲೆ ನಿರ್ಮಾಣ ವಿಳಂಬ: ಡಿಸಿ– ಸಿಇಓ ಗಳ ಅಸಡ್ಡೆ; ಡಿಕೆ ಶಿವಕುಮಾರ್ ಅಸಮಾಧಾನ <box>28 1788 690 1869</box>
column-divider <box>1139 915 1141 1571</box>
csr-col-3: ಪಬ್ಲಿಕ್ ಶಾಲೆಗಳನ್ನು ನಿರ್ಮಿಸಲಾಗುತ್ತಿದೆ. ಕೇವಲ ಕಟ್ಟಡ ಮಾತ್ರ ಕೇಳುತ್ತಿದ್ದೇವೆ. ಬಹುತೇಕ ಕಡೆ ಯಾರೂ ಆಸಕ್ತಿಯನ್ನೇ ವಹಿಸಿಲ್ಲ ಎಂದು ಆಕ್ಷೇಪಿಸಿದರು. ನಿಮ್ಮ ವ್ಯಾಪ್ತಿಯಲ್ಲಿನ ಕಾರ್ಪೊರೇಟ್ ಸಂಸ್ಥೆಗಳಿಗೆ ಕರೆದು ಸಭೆ ನಡೆಸಿ. ಸಿಎಸ್ಆರ್ ನಿಧಿಯಲ್ಲಿ ಶಾಲೆ ನಿರ್ಮಾಣ ಮಾಡಲು ಪ್ರೇರೇಪಿಸಿ. ಕಾರ್ಪೊರೇಟ್ ಸಂಸ್ಥೆಗಳು ಮುಂದೆ ಬರಲು ಸಿದ್ಧವಿವೆ. ನೀವು ಜಾಗ ಗುರುತಿಸಿ ನೀಡಬೇಕು. ಶಿಕ್ಷಣ ಇಲಾಖೆ ಹಾಗೂ ಜಿಲ್ಲಾಡಳಿತ ಜಂಟಿಯಾಗಿ ಕೆಲಸ ಮಾಡಬೇಕು. ಇನ್ನು ಮುಂದೆ ಪ್ರತಿ ತಿಂಗಳು ಪ್ರಗತಿ ಪರಿಶೀಲನೆ ನಡೆಸಲಾಗುವುದು. ಶಾಲೆಗಳ ನಿರ್ಮಾಣಕ್ಕೆ ಸಿಎಸ್ಆರ್ ನಿಧಿ ಬಳಕೆ ಸಂಬಂಧ ಬೆಂಗಳೂರಿನ ಕಾರ್ಪೊರೇಟ್ ಸಂಸ್ಥೆಗಳ ಸಭೆ ಕರೆಯಲು ಬೆಂಗಳೂರು ಜಿಲ್ಲಾಧಿಕಾರಿ, ಸಿಇಓಗಳಿಗೆ ಸೂಚನೆ ನೀಡಲಾಗಿದೆ. <box>545 1882 765 2048</box>
highway-protest-photo <box>1151 919 1522 1068</box>
editor-kn: ಸಂಪಾದಕರು : ಸೈಯದಾ ಅಂಜುಮ್ ಆಲಂಘನಿ <box>30 235 312 258</box>
dateline: ■ ಬೆಂಗಳೂರು <box>345 558 633 574</box>
lead-photo <box>646 559 931 749</box>
ad-kannada: ಕನ್ನಡ <box>132 410 205 458</box>
cm-meeting-hall-photo <box>1041 1897 1522 2134</box>
kamal-col-1: ■ ಈಶಾನ್ಯ ಫೋಕಸ್ ಮಾನ್ವಿ : ನಟ ಕಮಲ್ ಹಾಸನ್ ಅವರ ಕನ್ನಡ ಭಾಷಾ ವಿರೋಧಿ ಹೇಳಿಕೆ ಖಂಡಿಸಿ ಕರ್ನಾಟಕ ರಕ್ಷಣಾ ವೇದಿಕೆ (ಎಚ್.ಶಿವರಾಮೇಗೌಡ ಬಣ) ಕಾರ್ಯಕರ್ತರು ಪಟ್ಟಣದಲ್ಲಿ ಗುರುವಾರ ಪ್ರತಿಭಟನೆ ನಡೆಸಿ ತಹಶೀಲ್ದಾರ್ ಅವರ ಮೂಲಕ ಮನವಿ ಸಲ್ಲಿಸಿದರು. <box>28 1620 186 1762</box>
ad-slogan: ಭ್ರಷ್ಟರ ಪಾಲಿಗೆ ಸಿಂಹ ಸ್ವಪ್ನ <box>40 562 312 597</box>
edition-item: ಏಕಕಾಲಕ್ಕೆ <box>1400 47 1538 73</box>
date-cell: 31-05-2025 ಶನಿವಾರ 31 May, 2025 SATURDAY <box>624 321 867 365</box>
edition-item: ● ಕೊಪ್ಪಳ <box>1400 73 1538 100</box>
city-en: RAICHUR <box>636 280 724 301</box>
press-meet-photo <box>29 794 322 985</box>
ad-jk: JK <box>45 405 110 462</box>
